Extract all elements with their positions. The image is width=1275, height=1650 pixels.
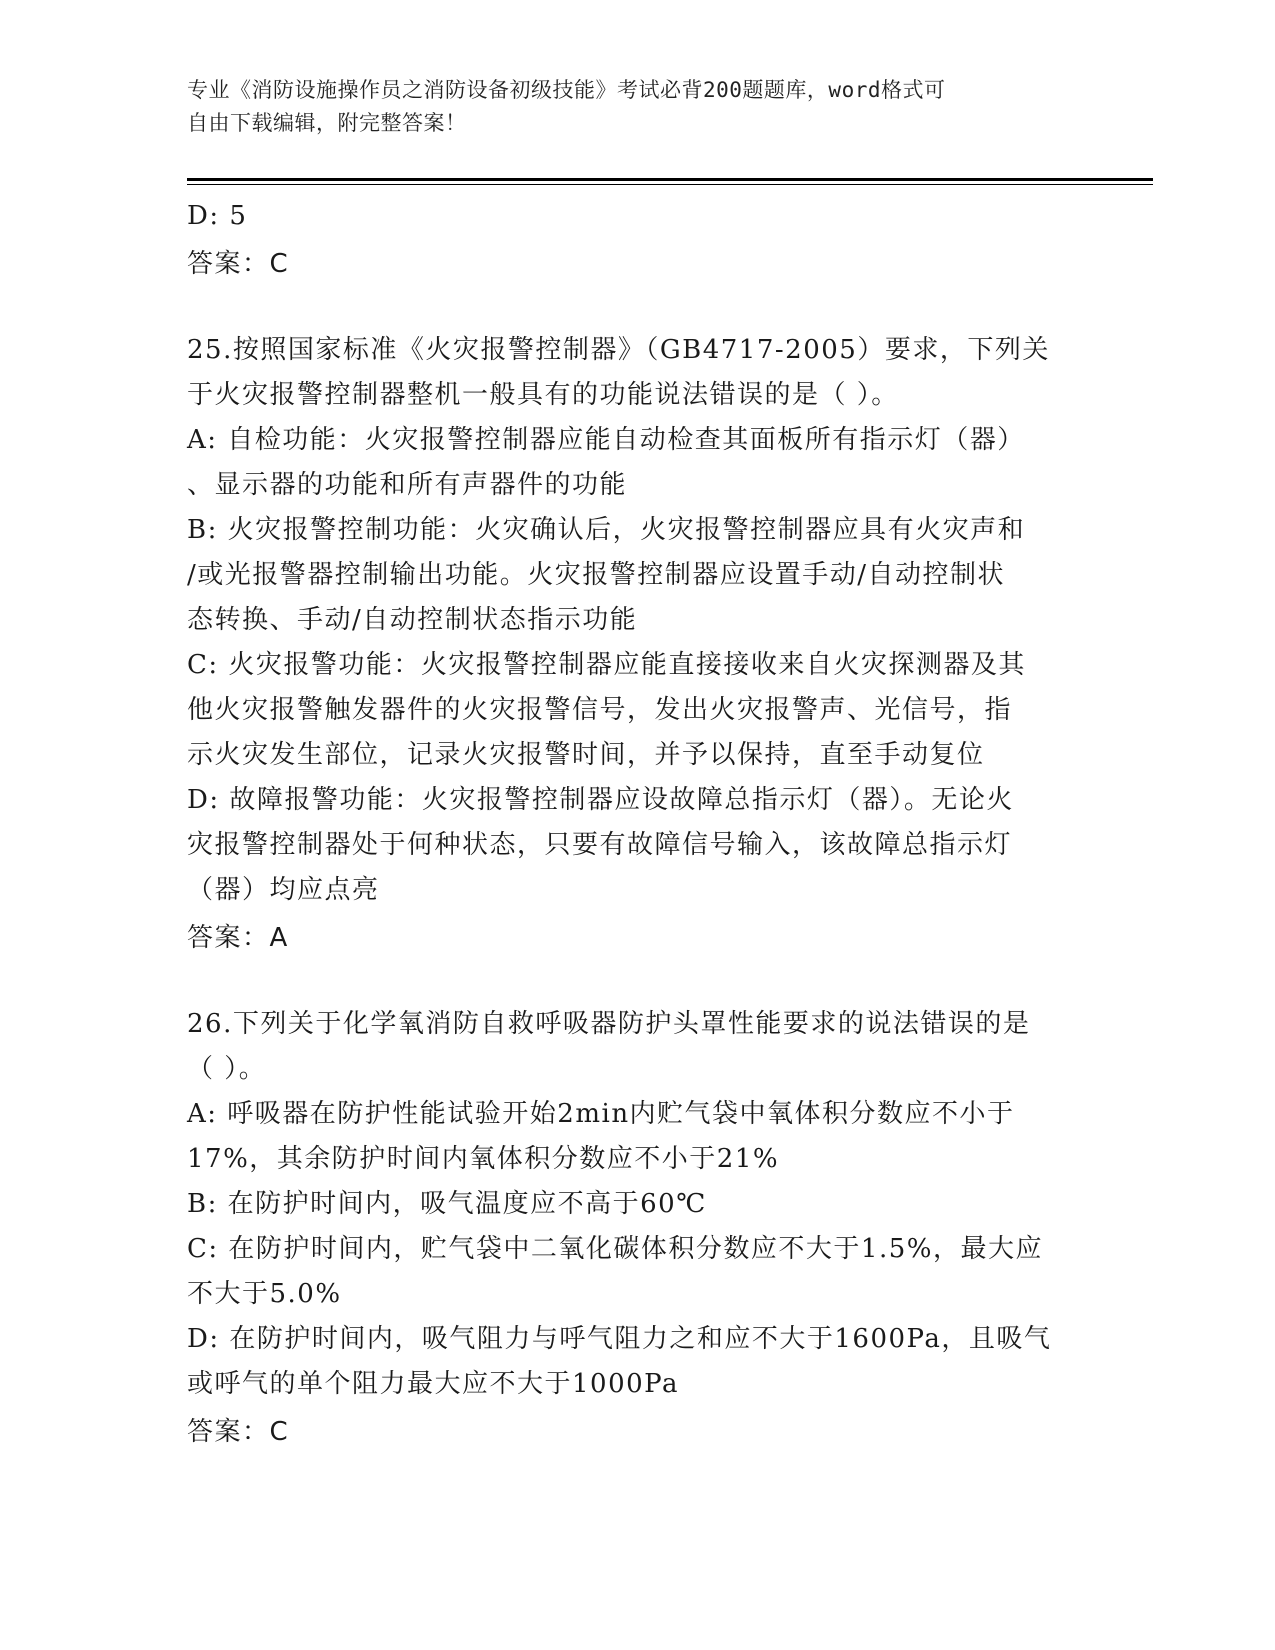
document-body bbox=[187, 194, 1087, 1455]
question-26 bbox=[187, 1002, 1087, 1455]
q26-stem-line: （ ）。 bbox=[187, 1054, 267, 1084]
q25-option-b: 态转换、手动/自动控制状态指示功能 bbox=[187, 605, 638, 635]
header-line-1: 专业《消防设施操作员之消防设备初级技能》考试必背200题题库，word格式可 bbox=[187, 78, 946, 102]
q25-option-b: /或光报警器控制输出功能。火灾报警控制器应设置手动/自动控制状 bbox=[187, 560, 1006, 590]
q26-option-c: 不大于5.0% bbox=[187, 1279, 342, 1309]
q25-option-d: （器）均应点亮 bbox=[187, 875, 380, 905]
spacer bbox=[187, 287, 1087, 328]
q25-stem-line: 于火灾报警控制器整机一般具有的功能说法错误的是（ ）。 bbox=[187, 380, 899, 410]
question-25 bbox=[187, 328, 1087, 961]
q25-stem-line: 25.按照国家标准《火灾报警控制器》（GB4717-2005）要求，下列关 bbox=[187, 335, 1050, 365]
q26-answer: 答案：C bbox=[187, 1417, 290, 1447]
q25-option-d: 灾报警控制器处于何种状态，只要有故障信号输入，该故障总指示灯 bbox=[187, 830, 1013, 860]
q24-answer: 答案：C bbox=[187, 249, 290, 279]
q25-option-d: D: 故障报警功能：火灾报警控制器应设故障总指示灯（器）。无论火 bbox=[187, 785, 1014, 815]
q26-option-d: 或呼气的单个阻力最大应不大于1000Pa bbox=[187, 1369, 679, 1399]
q25-option-c: 示火灾发生部位，记录火灾报警时间，并予以保持，直至手动复位 bbox=[187, 740, 985, 770]
q25-option-c: C: 火灾报警功能：火灾报警控制器应能直接接收来自火灾探测器及其 bbox=[187, 650, 1026, 680]
page-header bbox=[187, 74, 1087, 140]
q24-option-d: D: 5 bbox=[187, 201, 248, 231]
q25-option-a: A: 自检功能：火灾报警控制器应能自动检查其面板所有指示灯（器） bbox=[187, 425, 1025, 455]
header-line-2: 自由下载编辑，附完整答案！ bbox=[187, 111, 467, 135]
q26-option-a: A: 呼吸器在防护性能试验开始2min内贮气袋中氧体积分数应不小于 bbox=[187, 1099, 1015, 1129]
q26-stem-line: 26.下列关于化学氧消防自救呼吸器防护头罩性能要求的说法错误的是 bbox=[187, 1009, 1031, 1039]
question-24-tail bbox=[187, 194, 1087, 287]
q26-option-c: C: 在防护时间内，贮气袋中二氧化碳体积分数应不大于1.5%，最大应 bbox=[187, 1234, 1043, 1264]
q25-answer: 答案：A bbox=[187, 923, 289, 953]
header-rule-thick bbox=[187, 178, 1153, 181]
header-rule-thin bbox=[187, 184, 1153, 185]
spacer bbox=[187, 961, 1087, 1002]
q25-option-b: B: 火灾报警控制功能：火灾确认后，火灾报警控制器应具有火灾声和 bbox=[187, 515, 1026, 545]
q25-option-a: 、显示器的功能和所有声器件的功能 bbox=[187, 470, 628, 500]
q26-option-d: D: 在防护时间内，吸气阻力与呼气阻力之和应不大于1600Pa，且吸气 bbox=[187, 1324, 1052, 1354]
q25-option-c: 他火灾报警触发器件的火灾报警信号，发出火灾报警声、光信号，指 bbox=[187, 695, 1013, 725]
q26-option-b: B: 在防护时间内，吸气温度应不高于60℃ bbox=[187, 1189, 707, 1219]
q26-option-a: 17%，其余防护时间内氧体积分数应不小于21% bbox=[187, 1144, 780, 1174]
